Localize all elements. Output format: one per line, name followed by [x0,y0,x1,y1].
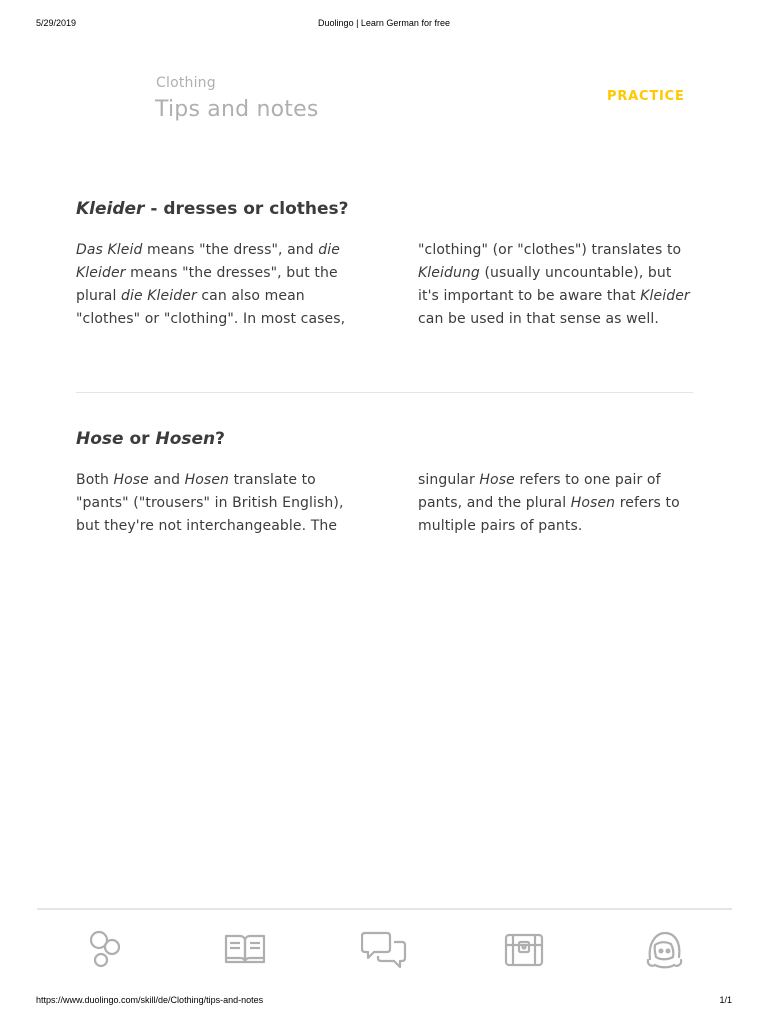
discuss-icon [361,929,407,969]
emphasized-text: Hosen [570,495,616,511]
skill-name: Clothing [156,75,216,91]
emphasized-text: Kleidung [418,265,480,281]
print-header [36,18,732,30]
section-body [76,469,696,561]
print-footer [36,995,732,1007]
emphasized-text: Hose [479,472,515,488]
text-run: (usually uncountable), but it's important to be aware that [418,265,672,304]
section-paragraph [76,469,696,538]
emphasized-text: Kleider [640,288,690,304]
emphasized-text: Hose [76,429,124,449]
stories-icon [223,931,267,967]
text-run: ? [215,429,226,449]
section-paragraph [76,239,696,331]
print-url: https://www.duolingo.com/skill/de/Clothing/tips-and-notes [36,995,264,1005]
text-run: means "the dress", and [142,242,319,258]
text-run: - dresses or clothes? [144,199,349,219]
print-page-number: 1/1 [719,995,732,1005]
emphasized-text: Kleider [76,199,145,219]
emphasized-text: Das Kleid [76,242,143,258]
emphasized-text: die Kleider [121,288,197,304]
practice-button[interactable]: PRACTICE [607,89,685,104]
emphasized-text: Hosen [155,429,216,449]
profile-icon [643,929,685,969]
text-run: Both [76,472,114,488]
learn-icon [87,929,123,969]
text-run: refers to one pair of pants, and the plural [418,472,661,511]
page-title: Tips and notes [155,97,319,122]
text-run: can be used in that sense as well. [418,311,659,327]
print-page-title: Duolingo | Learn German for free [318,18,450,28]
text-run: refers to multiple pairs of pants. [418,495,680,534]
print-date: 5/29/2019 [36,18,77,28]
bottom-nav [37,908,732,980]
section-body [76,239,696,354]
emphasized-text: Hose [113,472,149,488]
section-title [76,198,696,220]
emphasized-text: Hosen [184,472,230,488]
text-run: or [123,429,156,449]
nav-profile[interactable] [639,928,689,970]
section-title [76,428,696,450]
text-run: means "the dresses", but the plural [76,265,338,304]
nav-stories[interactable] [220,928,270,970]
tip-section-kleider [76,198,696,327]
nav-discuss[interactable] [359,928,409,970]
text-run: and [148,472,185,488]
tip-section-hose [76,428,696,534]
nav-shop[interactable] [499,928,549,970]
section-divider [76,392,693,393]
text-run: can also mean "clothes" or "clothing". In most cases, "clothing" (or "clothes") translates to [76,242,682,327]
text-run: translate to "pants" ("trousers" in British English), but they're not interchangeable. The singular [76,472,480,534]
shop-icon [503,929,545,969]
emphasized-text: die Kleider [76,242,340,281]
nav-learn[interactable] [80,928,130,970]
